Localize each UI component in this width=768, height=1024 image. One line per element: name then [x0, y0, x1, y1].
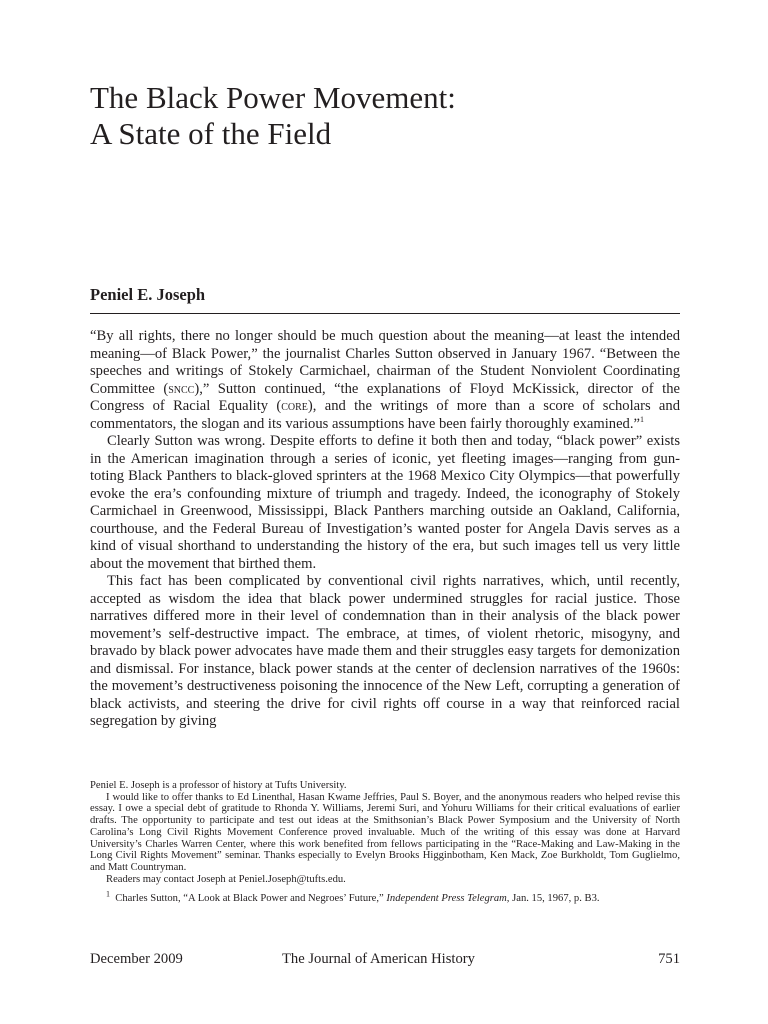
- author-name: Peniel E. Joseph: [90, 285, 206, 304]
- paragraph-1-part-c: ), and the writings of more than a score of scholars and commentators, the slogan and its various assumptions have been fairly thoroughly examined.”: [90, 398, 681, 432]
- paragraph-1-part-a: “By all rights, there no longer should be much question about the meaning—at least the intended meaning—of Black Power,” the journalist Charles Sutton observed in January 1967. “Between the speeches and writings of Stokely Carmichael, chairman of the Student Nonviolent Coordinating Committee (: [90, 328, 680, 397]
- article-title: [90, 80, 690, 152]
- acronym-core: core: [281, 398, 308, 414]
- paragraph-3: This fact has been complicated by conventional civil rights narratives, which, until recently, accepted as wisdom the idea that black power undermined struggles for racial justice. Those narratives differed more in their level of condemnation than in their analysis of the black power movement’s self-destructive impact. The embrace, at times, of violent rhetoric, misogyny, and bravado by black power advocates have made them and their struggles easy targets for demonization and dismissal. For instance, black power stands at the center of declension narratives of the 1960s: the movement’s destructiveness poisoning the innocence of the New Left, corrupting a generation of black activists, and steering the drive for civil rights off course in a way that reinforced racial segregation by giving: [90, 573, 680, 729]
- page-number: 751: [658, 951, 680, 967]
- footnote-1-number: 1: [106, 889, 110, 899]
- paragraph-1-part-b: ),” Sutton continued, “the explanations of Floyd McKissick, director of the Congress of Racial Equality (: [90, 380, 680, 414]
- contact-note: Readers may contact Joseph at Peniel.Joseph@tufts.edu.: [106, 873, 346, 885]
- footnote-1: [90, 889, 680, 905]
- paragraph-2: Clearly Sutton was wrong. Despite efforts to define it both then and today, “black power” exists in the American imagination through a series of iconic, yet fleeting images—ranging from gun-toting Black Panthers to black-gloved sprinters at the 1968 Mexico City Olympics—that powerfully evoke the era’s confounding mixture of triumph and tragedy. Indeed, the iconography of Stokely Carmichael in Greenwood, Mississippi, Black Panthers marching outside an Oakland, California, courthouse, and the Federal Bureau of Investigation’s wanted poster for Angela Davis serves as a kind of visual shorthand to understanding the history of the era, but such images tell us very little about the movement that birthed them.: [90, 433, 680, 572]
- footer-date: December 2009: [90, 951, 183, 967]
- footer-journal-name: The Journal of American History: [282, 951, 475, 967]
- footnote-1-text: Charles Sutton, “A Look at Black Power and Negroes’ Future,”: [115, 893, 384, 905]
- author-divider: [90, 313, 680, 314]
- footnote-ref-1[interactable]: 1: [639, 414, 644, 424]
- article-body: [90, 328, 680, 731]
- title-line-2: A State of the Field: [90, 116, 332, 151]
- page-footer: [90, 951, 680, 971]
- footnotes-section: [90, 780, 680, 905]
- footnote-1-citation: Jan. 15, 1967, p. B3.: [512, 893, 600, 905]
- author-bio-note: Peniel E. Joseph is a professor of history at Tufts University.: [90, 780, 347, 791]
- footnote-1-publication: Independent Press Telegram,: [386, 893, 510, 905]
- title-line-1: The Black Power Movement:: [90, 80, 456, 115]
- acknowledgments-note: I would like to offer thanks to Ed Linenthal, Hasan Kwame Jeffries, Paul S. Boyer, and the anonymous readers who helped revise this essay. I owe a special debt of gratitude to Rhonda Y. Williams, Jeremi Suri, and Yohuru Williams for their critical evaluations of earlier drafts. The opportunity to participate and test out ideas at the Smithsonian’s Black Power Symposium and the University of North Carolina’s Long Civil Rights Movement Conference proved invaluable. Much of the writing of this essay was done at Harvard University’s Charles Warren Center, where this work benefited from fellows participating in the “Race-Making and Law-Making in the Long Civil Rights Movement” seminar. Thanks especially to Evelyn Brooks Higginbotham, Ken Mack, Zoe Burkholdt, Tom Guglielmo, and Matt Countryman.: [90, 791, 680, 873]
- paragraph-1: [90, 328, 680, 433]
- acronym-sncc: sncc: [168, 380, 195, 397]
